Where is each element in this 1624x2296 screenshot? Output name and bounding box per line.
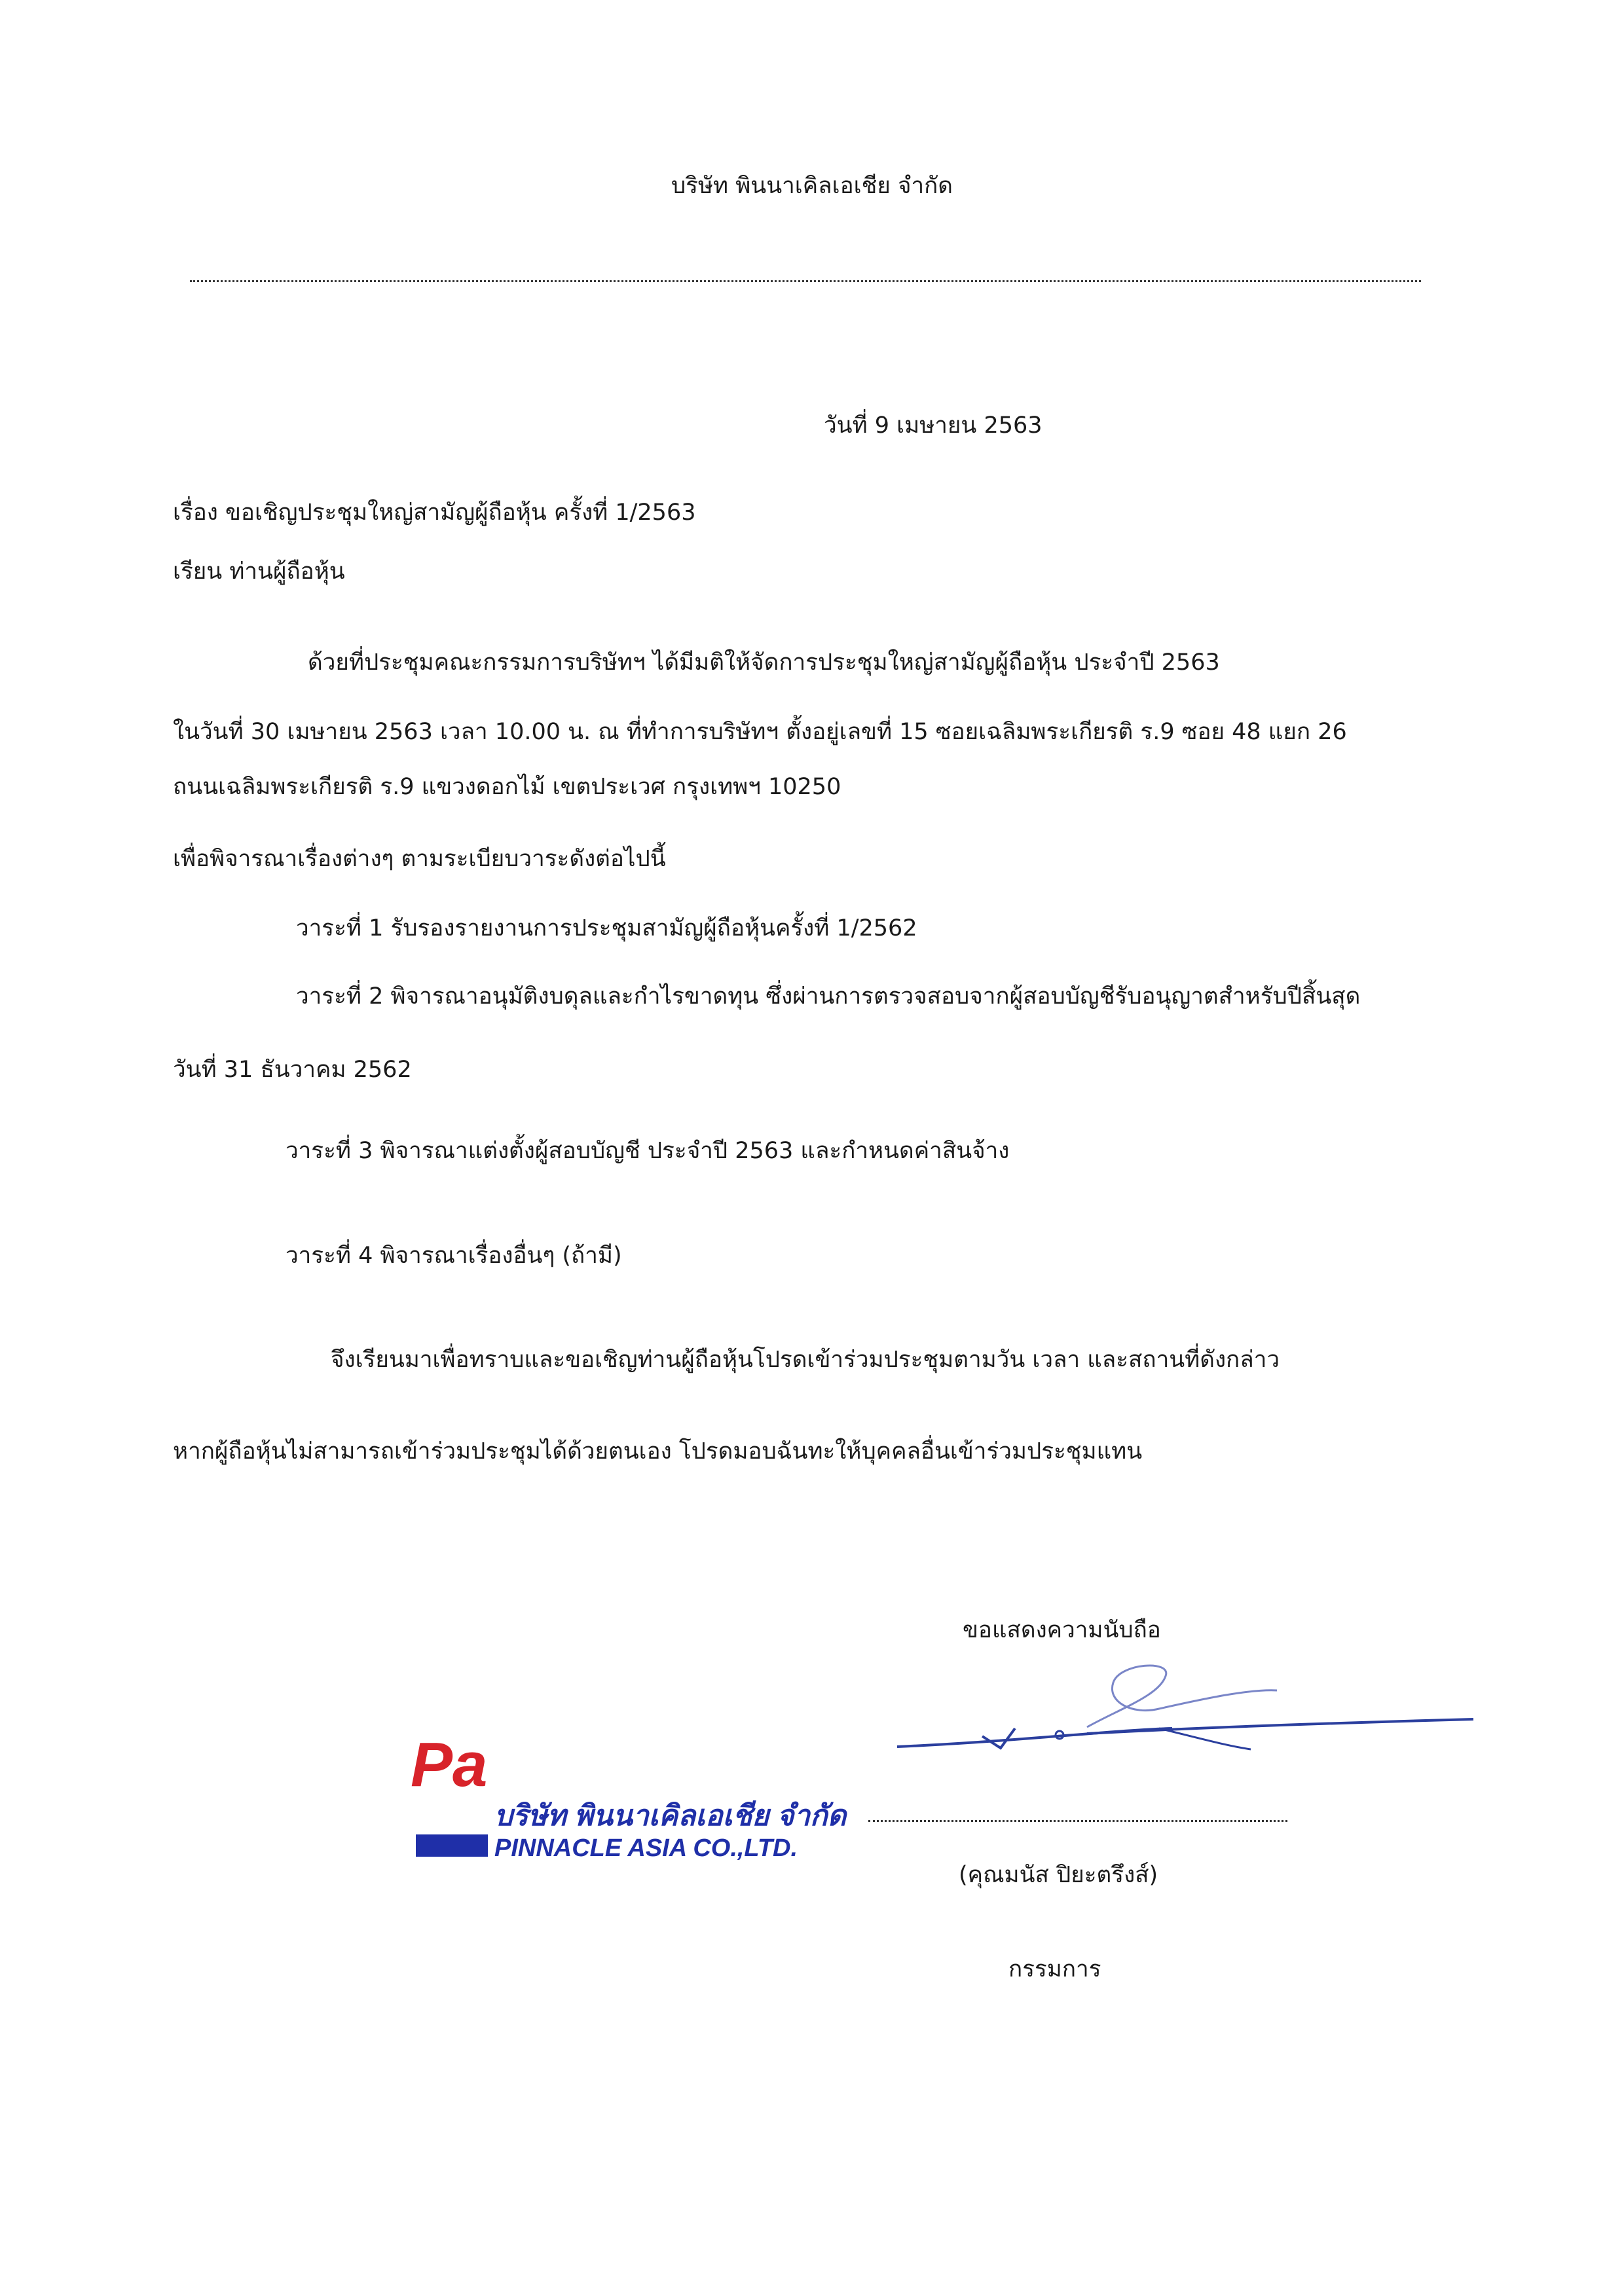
intro-paragraph: ด้วยที่ประชุมคณะกรรมการบริษัทฯ ได้มีมติให้จัดการประชุมใหญ่สามัญผู้ถือหุ้น ประจำปี 2563 [308,649,1220,676]
agenda-item-2-continued: วันที่ 31 ธันวาคม 2562 [173,1057,412,1083]
header-divider [190,280,1421,282]
stamp-name-thai: บริษัท พินนาเคิลเอเชีย จำกัด [494,1800,847,1832]
closing-paragraph-1: จึงเรียนมาเพื่อทราบและขอเชิญท่านผู้ถือหุ้นโปรดเข้าร่วมประชุมตามวัน เวลา และสถานที่ดังกล่าว [331,1347,1280,1373]
meeting-time-place: ในวันที่ 30 เมษายน 2563 เวลา 10.00 น. ณ ที่ทำการบริษัทฯ ตั้งอยู่เลขที่ 15 ซอยเฉลิมพระเกียรติ ร.9 ซอย 48 แยก 26 [173,719,1347,745]
closing-paragraph-2: หากผู้ถือหุ้นไม่สามารถเข้าร่วมประชุมได้ด้วยตนเอง โปรดมอบฉันทะให้บุคคลอื่นเข้าร่วมประชุมแทน [173,1438,1143,1465]
company-header: บริษัท พินนาเคิลเอเชีย จำกัด [671,173,953,199]
regards-line: ขอแสดงความนับถือ [963,1617,1161,1643]
logo-mark-text: Pa [411,1730,488,1794]
signer-title: กรรมการ [1008,1956,1101,1982]
purpose-line: เพื่อพิจารณาเรื่องต่างๆ ตามระเบียบวาระดังต่อไปนี้ [173,846,666,872]
stamp-small-badge [416,1834,488,1857]
signer-name: (คุณมนัส ปิยะตรึงส์) [959,1862,1158,1888]
stamp-name-english: PINNACLE ASIA CO.,LTD. [494,1834,798,1862]
agenda-item-1: วาระที่ 1 รับรองรายงานการประชุมสามัญผู้ถือหุ้นครั้งที่ 1/2562 [296,915,917,941]
signature-line [868,1820,1287,1822]
letter-date: วันที่ 9 เมษายน 2563 [824,412,1043,439]
signature [884,1656,1486,1768]
letter-subject: เรื่อง ขอเชิญประชุมใหญ่สามัญผู้ถือหุ้น ครั้งที่ 1/2563 [173,500,696,526]
agenda-item-2: วาระที่ 2 พิจารณาอนุมัติงบดุลและกำไรขาดทุน ซึ่งผ่านการตรวจสอบจากผู้สอบบัญชีรับอนุญาตสำหรับปีสิ้นสุด [296,983,1361,1010]
company-logo-mark [409,1728,494,1794]
company-stamp [409,1728,847,1862]
agenda-item-4: วาระที่ 4 พิจารณาเรื่องอื่นๆ (ถ้ามี) [286,1243,622,1269]
meeting-address: ถนนเฉลิมพระเกียรติ ร.9 แขวงดอกไม้ เขตประเวศ กรุงเทพฯ 10250 [173,774,841,800]
agenda-item-3: วาระที่ 3 พิจารณาแต่งตั้งผู้สอบบัญชี ประจำปี 2563 และกำหนดค่าสินจ้าง [286,1138,1010,1164]
letter-recipient: เรียน ท่านผู้ถือหุ้น [173,558,345,585]
